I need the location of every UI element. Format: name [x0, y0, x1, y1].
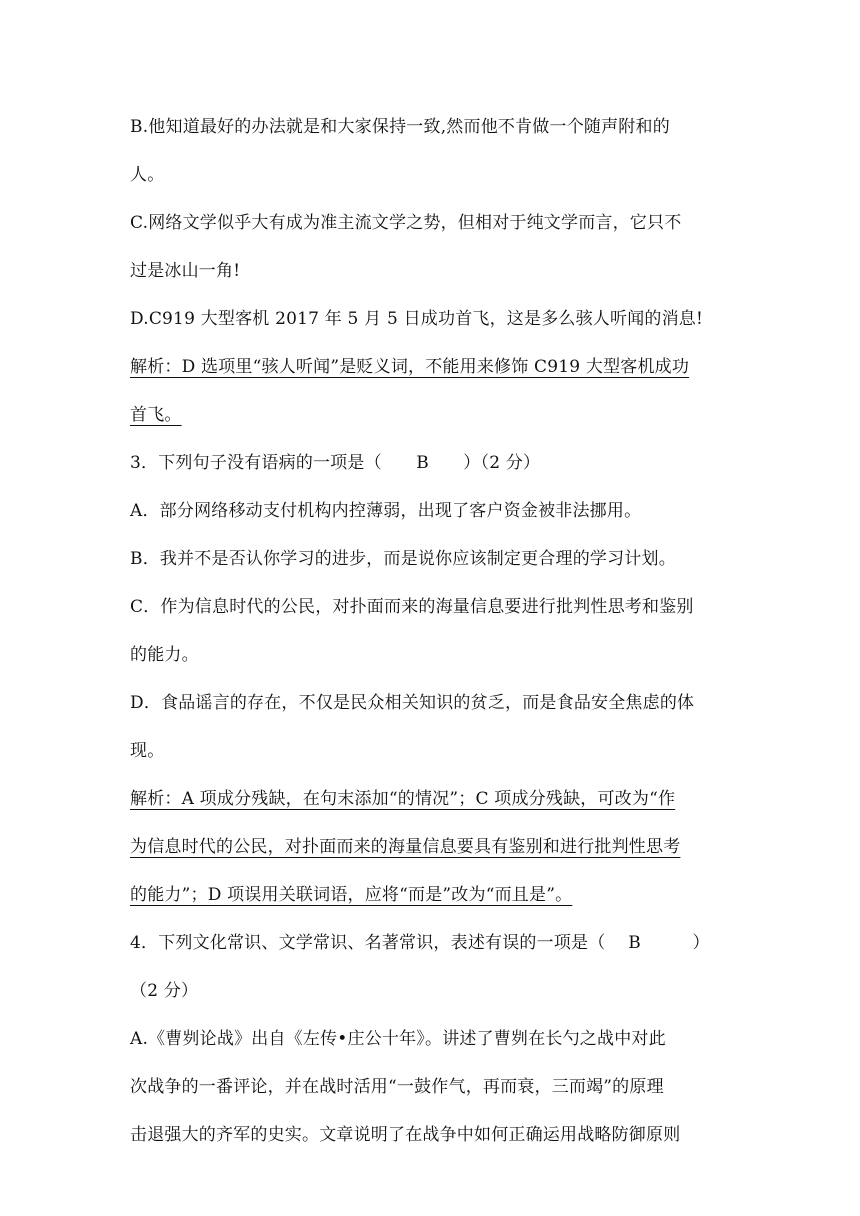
- question-3-option-d-line-1: D．食品谣言的存在，不仅是民众相关知识的贫乏，而是食品安全焦虑的体: [130, 693, 695, 713]
- analysis-2-line-2: 首飞。: [130, 405, 182, 425]
- option-c-line-2: 过是冰山一角!: [130, 261, 241, 281]
- question-4-stem-line-1: 4．下列文化常识、文学常识、名著常识，表述有误的一项是（ B ）: [130, 933, 710, 953]
- analysis-3-line-2: 为信息时代的公民，对扑面而来的海量信息要具有鉴别和进行批判性思考: [130, 837, 681, 857]
- question-4-option-a-line-3: 击退强大的齐军的史实。文章说明了在战争中如何正确运用战略防御原则: [130, 1125, 681, 1145]
- question-3-option-d-line-2: 现。: [130, 741, 165, 761]
- analysis-2-line-1: 解析：D 选项里“骇人听闻”是贬义词，不能用来修饰 C919 大型客机成功: [130, 357, 690, 377]
- option-b-line-1: B.他知道最好的办法就是和大家保持一致,然而他不肯做一个随声附和的: [130, 117, 670, 137]
- question-4-option-a-line-1: A.《曹刿论战》出自《左传•庄公十年》。讲述了曹刿在长勺之战中对此: [130, 1029, 666, 1049]
- question-4-stem-line-2: （2 分）: [130, 981, 199, 1001]
- question-3-option-c-line-2: 的能力。: [130, 645, 199, 665]
- question-3-option-b: B．我并不是否认你学习的进步，而是说你应该制定更合理的学习计划。: [130, 549, 676, 569]
- question-3-stem: 3．下列句子没有语病的一项是（ B ）（2 分）: [130, 453, 541, 473]
- question-3-option-c-line-1: C．作为信息时代的公民，对扑面而来的海量信息要进行批判性思考和鉴别: [130, 597, 694, 617]
- question-4-option-a-line-2: 次战争的一番评论，并在战时活用“一鼓作气，再而衰，三而竭”的原理: [130, 1077, 664, 1097]
- question-3-option-a: A．部分网络移动支付机构内控薄弱，出现了客户资金被非法挪用。: [130, 501, 642, 521]
- option-b-line-2: 人。: [130, 165, 165, 185]
- option-c-line-1: C.网络文学似乎大有成为准主流文学之势，但相对于纯文学而言，它只不: [130, 213, 682, 233]
- analysis-3-line-1: 解析：A 项成分残缺，在句末添加“的情况”；C 项成分残缺，可改为“作: [130, 789, 676, 809]
- analysis-3-line-3: 的能力”；D 项误用关联词语，应将“而是”改为“而且是”。: [130, 885, 573, 905]
- option-d-line: D.C919 大型客机 2017 年 5 月 5 日成功首飞，这是多么骇人听闻的消息!: [130, 309, 704, 329]
